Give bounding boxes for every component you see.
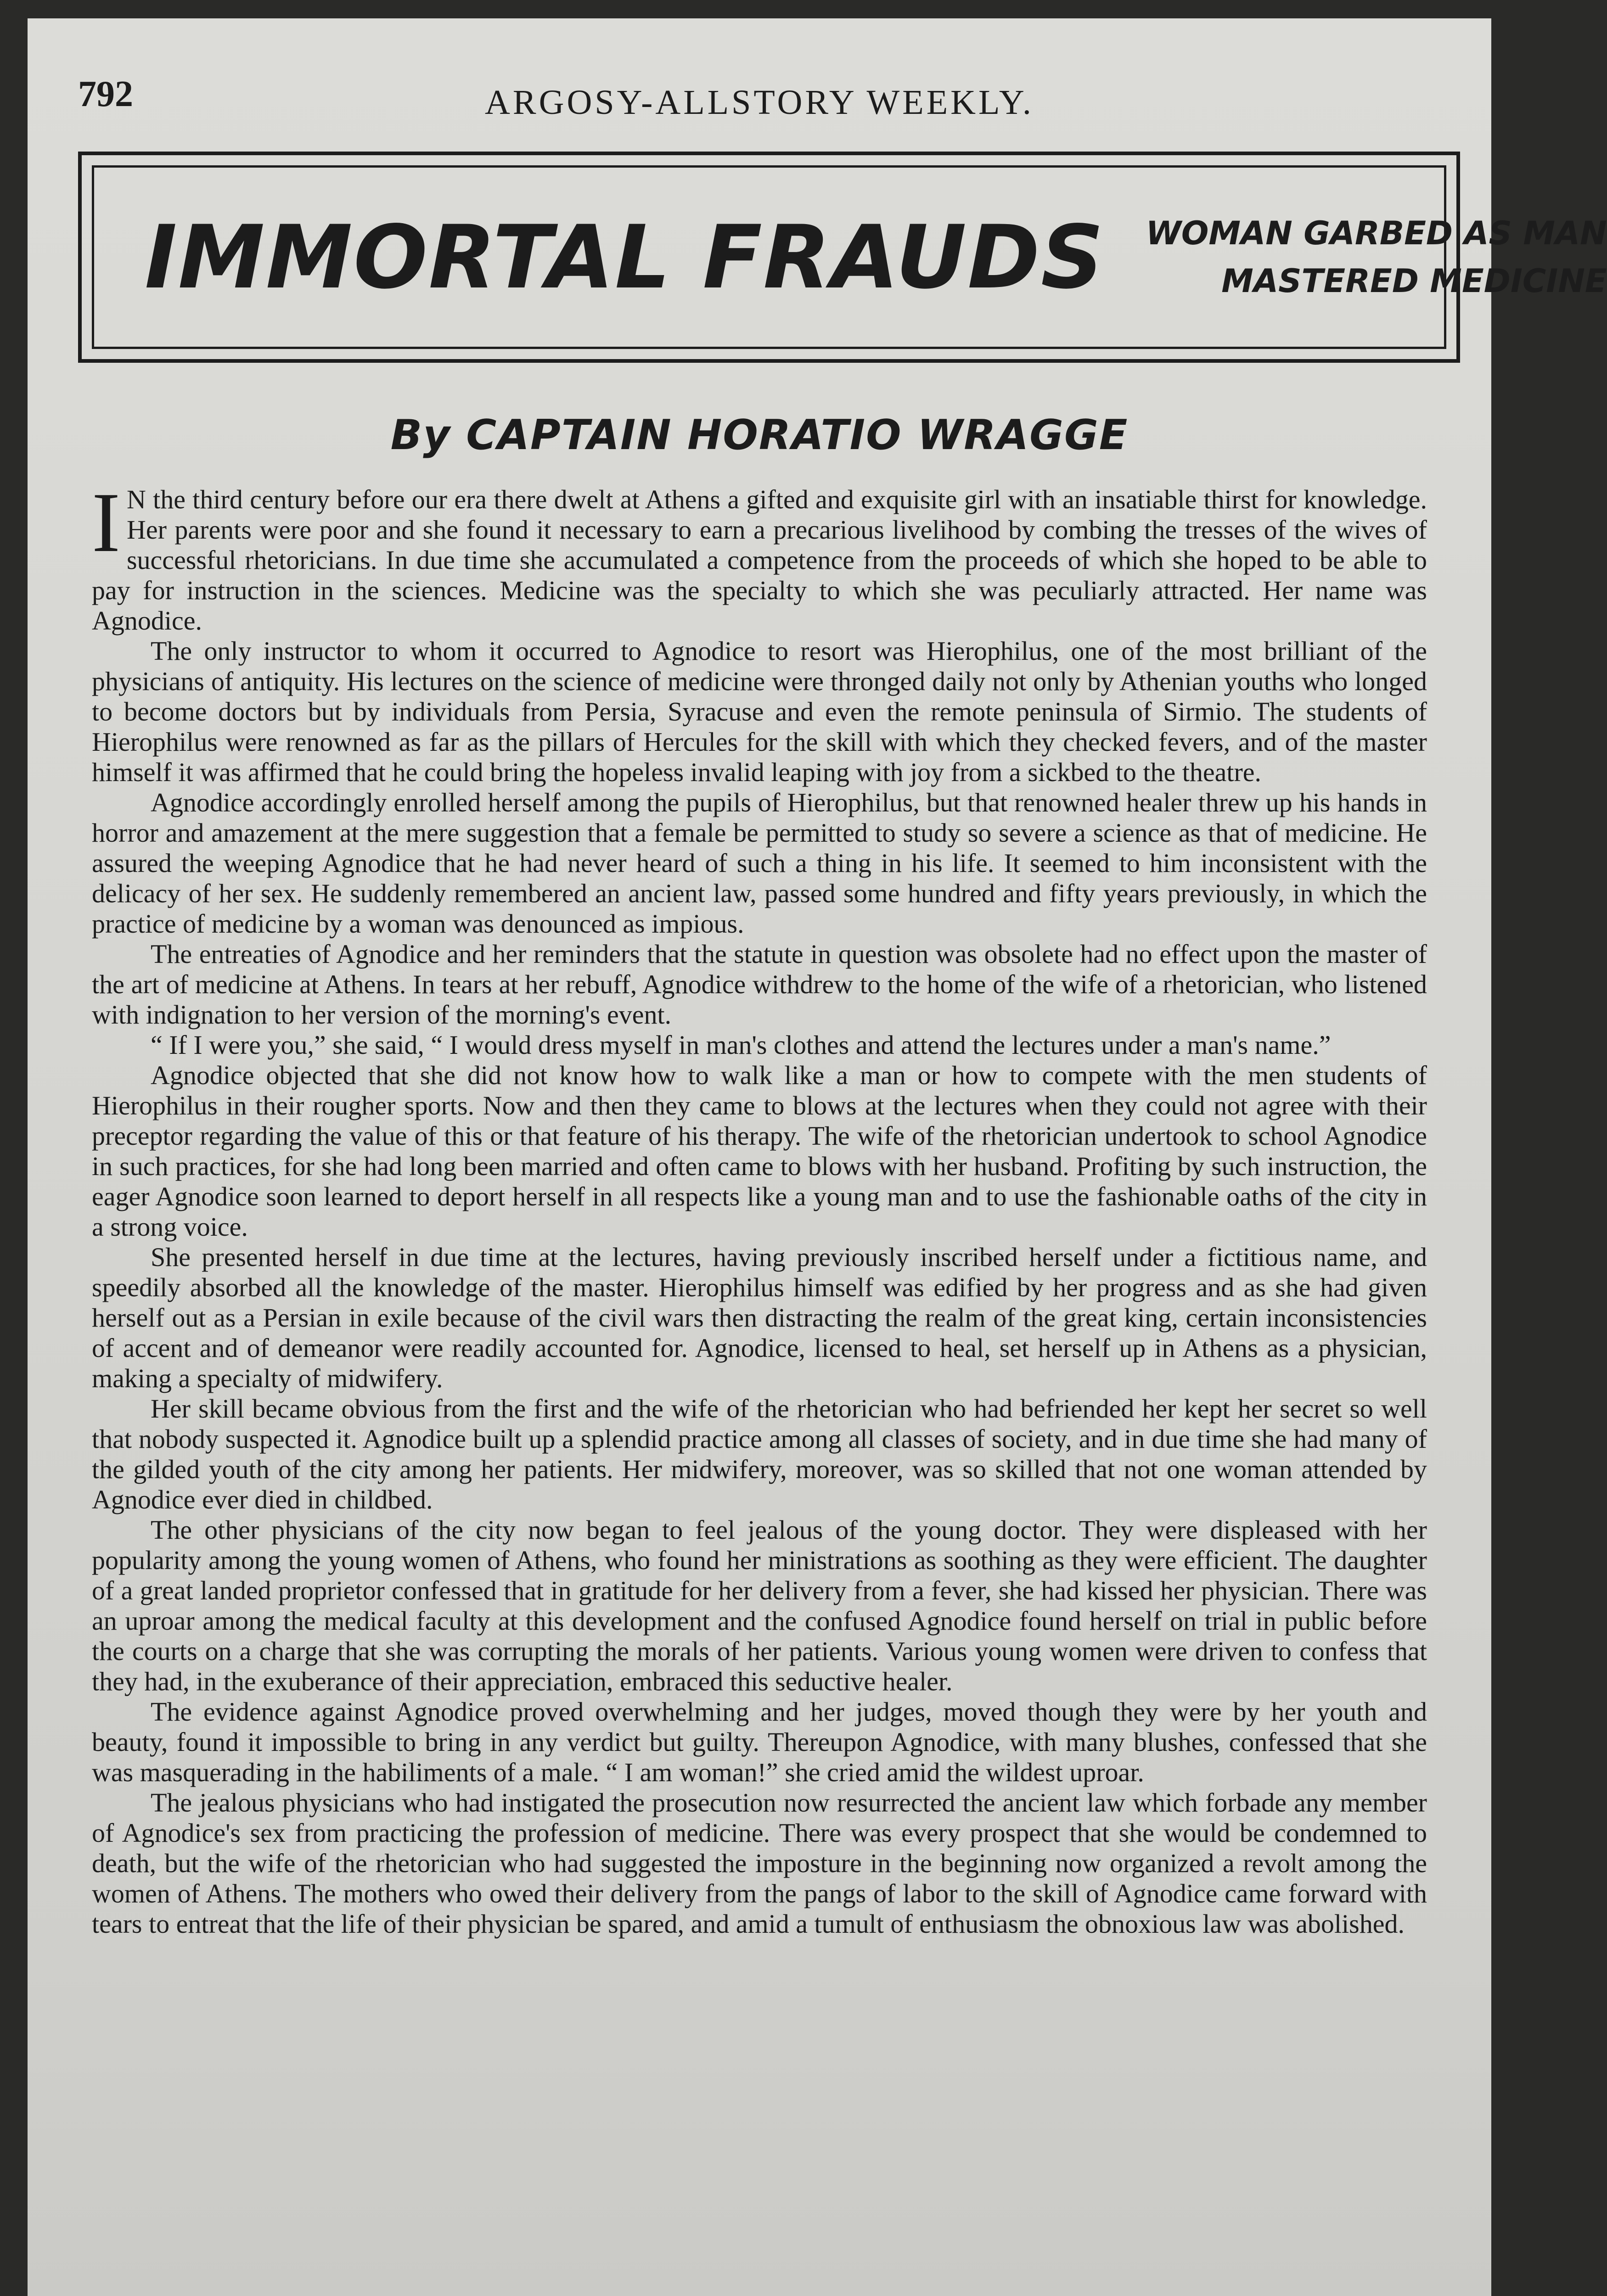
paragraph: “ If I were you,” she said, “ I would dress myself in man's clothes and attend the lectures under a man's name.” xyxy=(151,1030,1331,1060)
paragraph: The jealous physicians who had instigated the prosecution now resurrected the ancient law which forbade any member of Agnodice's sex from practicing the profession of medicine. There was every prospect that she would be condemned to death, but the wife of the rhetorician who had suggested the imposture in the beginning now organized a revolt among the women of Athens. The mothers who owed their delivery from the pangs of labor to the skill of Agnodice came forward with tears to entreat that the life of their physician be spared, and amid a tumult of enthusiasm the obnoxious law was abolished. xyxy=(92,1788,1427,1939)
page-header xyxy=(78,60,1441,124)
paragraph: The other physicians of the city now began to feel jealous of the young doctor. They were displeased with her popularity among the young women of Athens, who found her ministrations as soothing as they were efficient. The daughter of a great landed proprietor confessed that in gratitude for her delivery from a fever, she had kissed her physician. There was an uproar among the medical faculty at this development and the confused Agnodice found herself on trial in public before the courts on a charge that she was corrupting the morals of her patients. Various young women were driven to confess that they had, in the exuberance of their appreciation, embraced this seductive healer. xyxy=(92,1515,1427,1696)
subtitle-line-2: MASTERED MEDICINE xyxy=(1221,262,1607,300)
byline: By CAPTAIN HORATIO WRAGGE xyxy=(390,411,1129,459)
paragraph: The only instructor to whom it occurred to Agnodice to resort was Hierophilus, one of the most brilliant of the physicians of antiquity. His lectures on the science of medicine were thronged daily not only by Athenian youths who longed to become doctors but by individuals from Persia, Syracuse and even the remote peninsula of Sirmio. The students of Hierophilus were renowned as far as the pillars of Hercules for the skill with which they checked fevers, and of the master himself it was affirmed that he could bring the hopeless invalid leaping with joy from a sickbed to the theatre. xyxy=(92,636,1427,787)
subtitle-line-1: WOMAN GARBED AS MAN xyxy=(1146,214,1607,252)
article-body xyxy=(92,475,1427,1939)
title-box xyxy=(78,152,1607,363)
paragraph: Agnodice objected that she did not know how to walk like a man or how to compete with the men students of Hierophilus in their rougher sports. Now and then they came to blows at the lectures when they could not agree with their preceptor regarding the value of this or that feature of his therapy. The wife of the rhetorician undertook to school Agnodice in such practices, for she had long been married and often came to blows with her husband. Profiting by such instruction, the eager Agnodice soon learned to deport herself in all respects like a young man and to use the fashionable oaths of the city in a strong voice. xyxy=(92,1060,1427,1242)
title-inner-frame xyxy=(92,165,1607,349)
paragraph: IN the third century before our era there dwelt at Athens a gifted and exquisite girl with an insatiable thirst for knowledge. Her parents were poor and she found it necessary to earn a precarious livelihood by combing the tresses of the wives of successful rhetoricians. In due time she accumulated a competence from the proceeds of which she hoped to be able to pay for instruction in the sciences. Medicine was the specialty to which she was peculiarly attracted. Her name was Agnodice. xyxy=(92,475,1427,636)
magazine-page xyxy=(28,18,1607,2296)
paragraph: Agnodice accordingly enrolled herself among the pupils of Hierophilus, but that renowned healer threw up his hands in horror and amazement at the mere suggestion that a female be permitted to study so severe a science as that of medicine. He assured the weeping Agnodice that he had never heard of such a thing in his life. It seemed to him inconsistent with the delicacy of her sex. He suddenly remembered an ancient law, passed some hundred and fifty years previously, in which the practice of medicine by a woman was denounced as impious. xyxy=(92,788,1427,939)
article-title: IMMORTAL FRAUDS xyxy=(145,206,1105,308)
paragraph: The entreaties of Agnodice and her reminders that the statute in question was obsolete had no effect upon the master of the art of medicine at Athens. In tears at her rebuff, Agnodice withdrew to the home of the wife of a rhetorician, who listened with indignation to her version of the morning's event. xyxy=(92,939,1427,1030)
paragraph: She presented herself in due time at the lectures, having previously inscribed herself under a fictitious name, and speedily absorbed all the knowledge of the master. Hierophilus himself was edified by her progress and as she had given herself out as a Persian in exile because of the civil wars then distracting the realm of the great king, certain inconsistencies of accent and of demeanor were readily accounted for. Agnodice, licensed to heal, set herself up in Athens as a physician, making a specialty of midwifery. xyxy=(92,1242,1427,1393)
article-subtitle xyxy=(1146,209,1607,305)
running-head: ARGOSY-ALLSTORY WEEKLY. xyxy=(485,83,1034,122)
paragraph: The evidence against Agnodice proved overwhelming and her judges, moved though they were by her youth and beauty, found it impossible to bring in any verdict but guilty. Thereupon Agnodice, with many blushes, confessed that she was masquerading in the habiliments of a male. “ I am woman!” she cried amid the wildest uproar. xyxy=(92,1697,1427,1787)
page-number: 792 xyxy=(78,74,133,114)
paragraph: Her skill became obvious from the first and the wife of the rhetorician who had befriended her kept her secret so well that nobody suspected it. Agnodice built up a splendid practice among all classes of society, and in due time she had many of the gilded youth of the city among her patients. Her midwifery, moreover, was so skilled that not one woman attended by Agnodice ever died in childbed. xyxy=(92,1394,1427,1514)
